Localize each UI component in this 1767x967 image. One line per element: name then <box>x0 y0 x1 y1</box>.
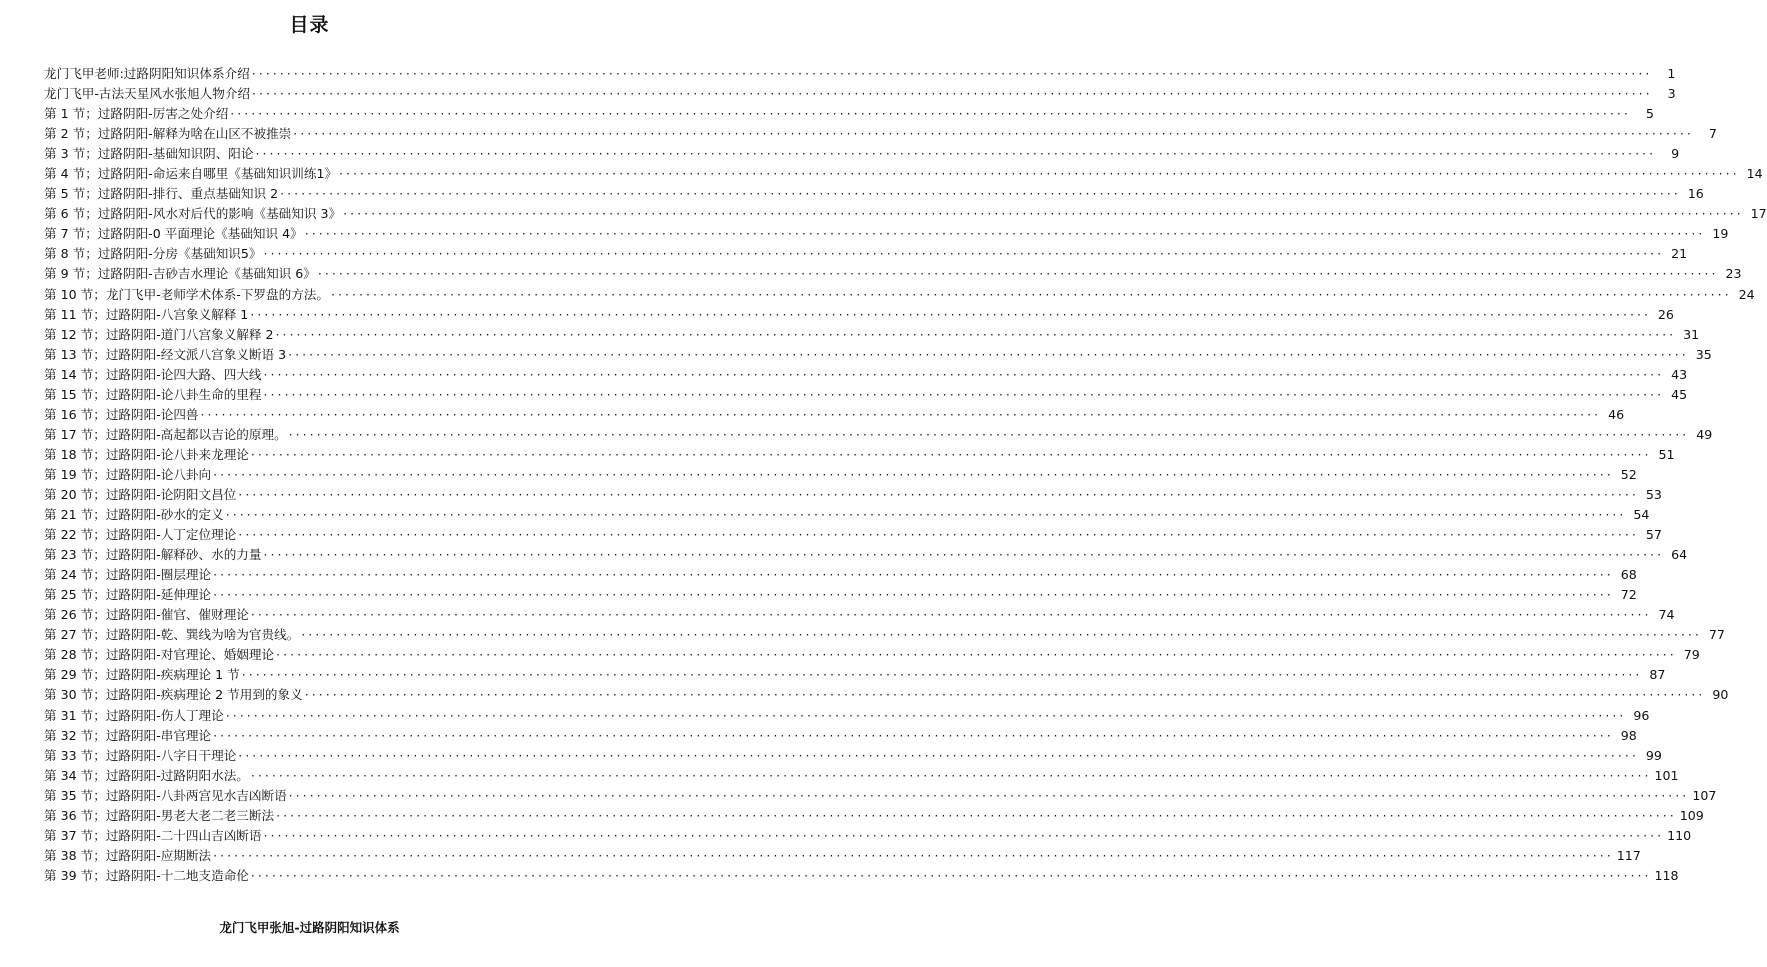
toc-entry-page: 16 <box>1687 186 1704 202</box>
toc-entry-title: 第 3 节；过路阴阳-基础知识阴、阳论 <box>44 146 254 162</box>
toc-entry-page: 74 <box>1658 607 1675 623</box>
toc-entry-page: 45 <box>1671 386 1688 402</box>
toc-entry[interactable] <box>44 445 1675 465</box>
toc-leader-dots: ········································································································································································································ <box>293 126 1694 142</box>
toc-leader-dots: ········································································································································································································ <box>225 707 1627 723</box>
toc-entry-title: 第 29 节；过路阴阳-疾病理论 1 节 <box>44 667 240 683</box>
toc-entry-title: 第 35 节；过路阴阳-八卦两宫见水吉凶断语 <box>44 787 287 803</box>
toc-entry[interactable] <box>44 285 1755 305</box>
toc-leader-dots: ········································································································································································································ <box>263 547 1665 563</box>
toc-entry[interactable] <box>44 505 1650 525</box>
page-footer: 龙门飞甲张旭-过路阴阳知识体系 <box>219 920 400 935</box>
toc-entry-page: 53 <box>1645 486 1662 502</box>
toc-entry[interactable] <box>44 485 1662 505</box>
toc-entry-page: 109 <box>1679 807 1704 823</box>
toc-leader-dots: ········································································································································································································ <box>200 406 1602 422</box>
toc-entry-title: 第 37 节；过路阴阳-二十四山吉凶断语 <box>44 827 262 843</box>
toc-entry[interactable] <box>44 164 1763 184</box>
toc-entry-title: 第 10 节；龙门飞甲-老师学术体系-下罗盘的方法。 <box>44 286 329 302</box>
toc-leader-dots: ········································································································································································································ <box>251 66 1653 81</box>
toc-entry-title: 第 14 节；过路阴阳-论四大路、四大线 <box>44 366 262 382</box>
toc-entry-page: 68 <box>1620 567 1637 583</box>
toc-entry-title: 第 22 节；过路阴阳-人丁定位理论 <box>44 527 237 543</box>
toc-entry[interactable] <box>44 144 1680 164</box>
toc-entry[interactable] <box>44 585 1637 605</box>
toc-entry-title: 第 32 节；过路阴阳-串官理论 <box>44 727 212 743</box>
toc-leader-dots: ········································································································································································································ <box>275 326 1677 342</box>
toc-entry[interactable] <box>44 425 1713 445</box>
toc-entry-title: 第 27 节；过路阴阳-乾、巽线为啥为官贵线。 <box>44 627 300 643</box>
toc-entry-page: 21 <box>1671 246 1688 262</box>
toc-entry-page: 43 <box>1671 366 1688 382</box>
toc-leader-dots: ········································································································································································································ <box>213 727 1614 743</box>
toc-entry-page: 118 <box>1654 867 1679 883</box>
toc-entry-title: 第 8 节；过路阴阳-分房《基础知识5》 <box>44 246 262 262</box>
toc-leader-dots: ········································································································································································································ <box>288 426 1690 442</box>
toc-entry-title: 第 19 节；过路阴阳-论八卦向 <box>44 466 212 482</box>
toc-leader-dots: ········································································································································································································ <box>241 667 1643 683</box>
toc-entry[interactable] <box>44 224 1729 244</box>
toc-entry-page: 3 <box>1667 86 1676 102</box>
toc-entry-title: 龙门飞甲-古法天星风水张旭人物介绍 <box>44 86 251 102</box>
toc-entry[interactable] <box>44 244 1688 264</box>
toc-entry[interactable] <box>44 565 1637 585</box>
toc-entry-page: 26 <box>1657 306 1674 322</box>
toc-entry-page: 79 <box>1683 647 1700 663</box>
toc-leader-dots: ········································································································································································································ <box>250 446 1652 462</box>
toc-entry[interactable] <box>44 685 1729 705</box>
toc-entry-title: 第 34 节；过路阴阳-过路阴阳水法。 <box>44 767 249 783</box>
toc-entry[interactable] <box>44 405 1625 425</box>
toc-entry[interactable] <box>44 625 1725 645</box>
toc-entry[interactable] <box>44 706 1650 726</box>
toc-leader-dots: ········································································································································································································ <box>263 366 1665 382</box>
toc-entry-title: 第 21 节；过路阴阳-砂水的定义 <box>44 507 224 523</box>
toc-leader-dots: ········································································································································································································ <box>213 466 1614 482</box>
toc-entry-page: 107 <box>1692 787 1717 803</box>
toc-leader-dots: ········································································································································································································ <box>225 507 1627 523</box>
toc-leader-dots: ········································································································································································································ <box>250 767 1652 783</box>
toc-entry[interactable] <box>44 826 1692 846</box>
toc-leader-dots: ········································································································································································································ <box>276 647 1677 663</box>
toc-leader-dots: ········································································································································································································ <box>263 246 1665 262</box>
toc-leader-dots: ········································································································································································································ <box>343 206 1744 222</box>
toc-entry[interactable] <box>44 305 1674 325</box>
toc-leader-dots: ········································································································································································································ <box>213 847 1614 863</box>
toc-entry-page: 52 <box>1620 466 1637 482</box>
toc-entry[interactable] <box>44 605 1675 625</box>
toc-entry-title: 第 11 节；过路阴阳-八宫象义解释 1 <box>44 306 249 322</box>
toc-leader-dots: ········································································································································································································ <box>250 607 1652 623</box>
toc-leader-dots: ········································································································································································································ <box>213 587 1614 603</box>
toc-entry[interactable] <box>44 325 1700 345</box>
toc-entry-title: 第 6 节；过路阴阳-风水对后代的影响《基础知识 3》 <box>44 206 342 222</box>
table-of-contents <box>44 64 1767 886</box>
toc-entry-page: 99 <box>1645 747 1662 763</box>
toc-entry-page: 72 <box>1620 587 1637 603</box>
toc-leader-dots: ········································································································································································································ <box>304 226 1706 242</box>
toc-entry-title: 第 28 节；过路阴阳-对官理论、婚姻理论 <box>44 647 275 663</box>
toc-entry-page: 7 <box>1708 126 1717 142</box>
toc-entry-page: 46 <box>1608 406 1625 422</box>
toc-entry-title: 第 23 节；过路阴阳-解释砂、水的力量 <box>44 547 262 563</box>
toc-entry-title: 第 9 节；过路阴阳-吉砂吉水理论《基础知识 6》 <box>44 266 316 282</box>
toc-leader-dots: ········································································································································································································ <box>250 306 1651 322</box>
toc-entry-page: 117 <box>1616 847 1641 863</box>
toc-entry[interactable] <box>44 204 1767 224</box>
toc-entry-page: 96 <box>1633 707 1650 723</box>
toc-entry-page: 14 <box>1746 166 1763 182</box>
toc-leader-dots: ········································································································································································································ <box>276 807 1677 823</box>
toc-entry-page: 51 <box>1658 446 1675 462</box>
toc-entry[interactable] <box>44 465 1637 485</box>
toc-entry[interactable] <box>44 786 1717 806</box>
toc-leader-dots: ········································································································································································································ <box>339 166 1740 182</box>
toc-entry-title: 第 5 节；过路阴阳-排行、重点基础知识 2 <box>44 186 279 202</box>
toc-entry-title: 第 4 节；过路阴阳-命运来自哪里《基础知识训练1》 <box>44 166 338 182</box>
toc-entry[interactable] <box>44 645 1700 665</box>
toc-entry-page: 110 <box>1667 827 1692 843</box>
toc-entry-title: 第 31 节；过路阴阳-伤人丁理论 <box>44 707 224 723</box>
toc-entry-title: 第 20 节；过路阴阳-论阴阳文昌位 <box>44 486 237 502</box>
toc-entry-title: 第 12 节；过路阴阳-道门八宫象义解释 2 <box>44 326 274 342</box>
toc-entry-title: 第 18 节；过路阴阳-论八卦来龙理论 <box>44 446 249 462</box>
toc-leader-dots: ········································································································································································································ <box>301 627 1702 643</box>
toc-entry[interactable] <box>44 184 1704 204</box>
toc-entry-title: 第 1 节；过路阴阳-厉害之处介绍 <box>44 106 229 122</box>
toc-entry-page: 49 <box>1696 426 1713 442</box>
toc-entry[interactable] <box>44 84 1676 104</box>
toc-leader-dots: ········································································································································································································ <box>252 86 1653 102</box>
toc-entry-page: 98 <box>1620 727 1637 743</box>
toc-entry[interactable] <box>44 385 1688 405</box>
toc-entry[interactable] <box>44 545 1688 565</box>
toc-leader-dots: ········································································································································································································ <box>263 827 1665 843</box>
toc-leader-dots: ········································································································································································································ <box>317 266 1719 282</box>
toc-entry-title: 第 39 节；过路阴阳-十二地支造命伦 <box>44 867 249 883</box>
toc-entry-page: 9 <box>1671 146 1680 162</box>
toc-entry[interactable] <box>44 746 1662 766</box>
toc-entry[interactable] <box>44 104 1654 124</box>
toc-entry[interactable] <box>44 665 1666 685</box>
toc-leader-dots: ········································································································································································································ <box>288 346 1689 362</box>
toc-entry[interactable] <box>44 345 1712 365</box>
toc-entry[interactable] <box>44 365 1688 385</box>
toc-entry-title: 第 33 节；过路阴阳-八字日干理论 <box>44 747 237 763</box>
toc-entry-page: 77 <box>1708 627 1725 643</box>
toc-leader-dots: ········································································································································································································ <box>263 386 1665 402</box>
toc-leader-dots: ········································································································································································································ <box>238 527 1639 543</box>
toc-entry-title: 第 17 节；过路阴阳-高起都以吉论的原理。 <box>44 426 287 442</box>
toc-entry-page: 90 <box>1712 687 1729 703</box>
toc-entry-page: 101 <box>1654 767 1679 783</box>
toc-entry-title: 第 30 节；过路阴阳-疾病理论 2 节用到的象义 <box>44 687 303 703</box>
toc-entry-title: 第 13 节；过路阴阳-经文派八宫象义断语 3 <box>44 346 287 362</box>
toc-entry-title: 第 25 节；过路阴阳-延伸理论 <box>44 587 212 603</box>
toc-entry-page: 24 <box>1738 286 1755 302</box>
toc-entry[interactable] <box>44 846 1641 866</box>
toc-entry-page: 87 <box>1649 667 1666 683</box>
toc-entry-page: 64 <box>1671 547 1688 563</box>
toc-leader-dots: ········································································································································································································ <box>238 747 1639 763</box>
toc-entry-title: 第 16 节；过路阴阳-论四兽 <box>44 406 199 422</box>
toc-entry-title: 龙门飞甲老师:过路阴阳知识体系介绍 <box>44 66 250 81</box>
toc-entry-page: 19 <box>1712 226 1729 242</box>
toc-entry[interactable] <box>44 766 1679 786</box>
toc-entry[interactable] <box>44 124 1717 144</box>
page-title: 目录 <box>289 14 330 36</box>
toc-entry-page: 5 <box>1645 106 1654 122</box>
toc-entry-page: 54 <box>1633 507 1650 523</box>
toc-entry[interactable] <box>44 525 1662 545</box>
toc-leader-dots: ········································································································································································································ <box>250 867 1652 883</box>
toc-entry[interactable] <box>44 264 1742 284</box>
toc-leader-dots: ········································································································································································································ <box>255 146 1657 162</box>
toc-leader-dots: ········································································································································································································ <box>230 106 1631 122</box>
toc-entry-title: 第 36 节；过路阴阳-男老大老二老三断法 <box>44 807 275 823</box>
toc-entry-title: 第 2 节；过路阴阳-解释为啥在山区不被推崇 <box>44 126 292 142</box>
toc-entry-title: 第 38 节；过路阴阳-应期断法 <box>44 847 212 863</box>
toc-leader-dots: ········································································································································································································ <box>331 286 1732 302</box>
toc-entry-page: 31 <box>1683 326 1700 342</box>
toc-entry-page: 17 <box>1750 206 1767 222</box>
toc-entry-page: 57 <box>1645 527 1662 543</box>
toc-entry[interactable] <box>44 64 1676 84</box>
toc-entry-title: 第 7 节；过路阴阳-0 平面理论《基础知识 4》 <box>44 226 303 242</box>
toc-entry-page: 1 <box>1667 66 1676 81</box>
toc-entry[interactable] <box>44 726 1637 746</box>
toc-entry-title: 第 24 节；过路阴阳-圈层理论 <box>44 567 212 583</box>
toc-entry[interactable] <box>44 806 1704 826</box>
toc-entry[interactable] <box>44 866 1679 886</box>
toc-entry-title: 第 26 节；过路阴阳-催官、催财理论 <box>44 607 249 623</box>
toc-leader-dots: ········································································································································································································ <box>238 486 1639 502</box>
toc-leader-dots: ········································································································································································································ <box>213 567 1614 583</box>
toc-leader-dots: ········································································································································································································ <box>304 687 1706 703</box>
toc-leader-dots: ········································································································································································································ <box>288 787 1690 803</box>
toc-leader-dots: ········································································································································································································ <box>280 186 1681 202</box>
toc-entry-page: 35 <box>1695 346 1712 362</box>
toc-entry-page: 23 <box>1725 266 1742 282</box>
toc-entry-title: 第 15 节；过路阴阳-论八卦生命的里程 <box>44 386 262 402</box>
